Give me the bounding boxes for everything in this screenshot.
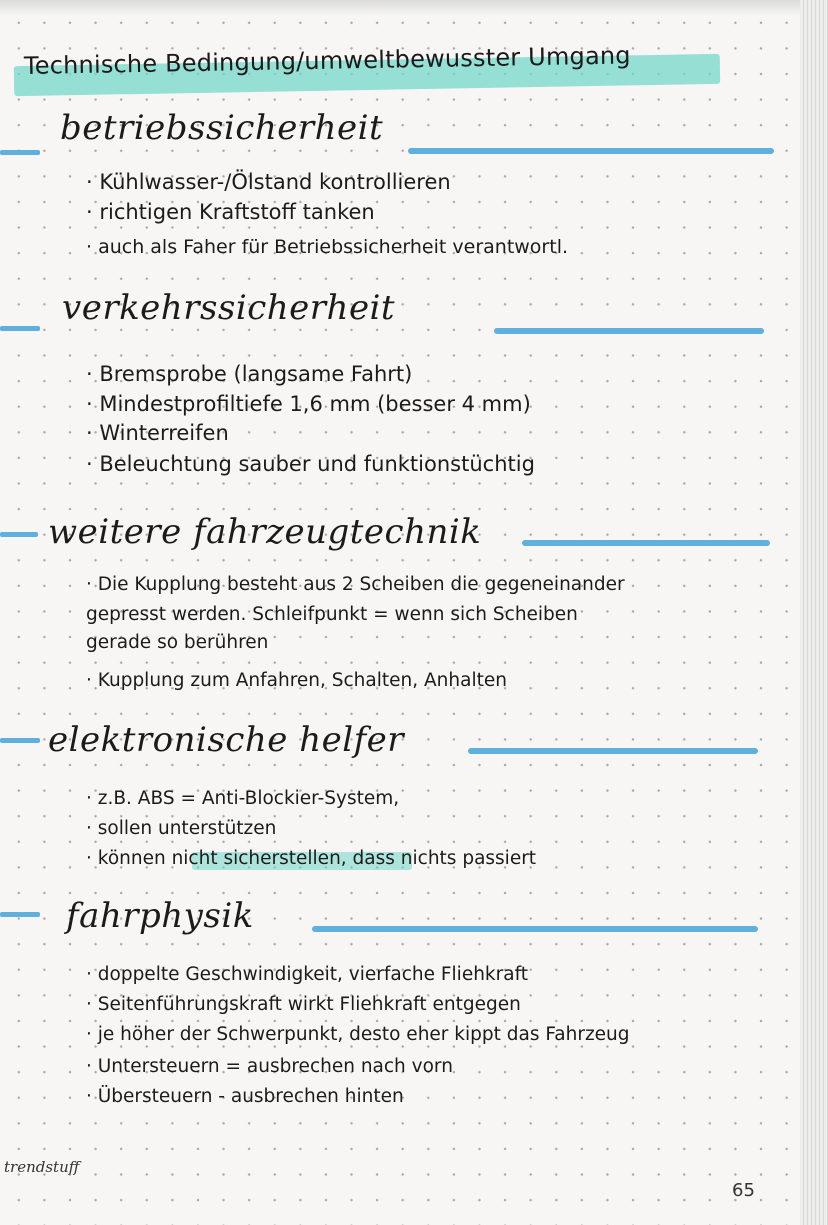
note-line: · doppelte Geschwindigkeit, vierfache Fliehkraft [86, 964, 529, 985]
page-stack-edge [800, 0, 828, 1225]
section-heading-elektronische-helfer: elektronische helfer [48, 720, 405, 760]
note-line: · Die Kupplung besteht aus 2 Scheiben die gegeneinander [86, 574, 625, 595]
page-title: Technische Bedingung/umweltbewusster Umgang [23, 41, 631, 80]
margin-mark [0, 150, 40, 155]
section-heading-weitere-fahrzeugtechnik: weitere fahrzeugtechnik [48, 512, 482, 552]
note-line: · Beleuchtung sauber und funktionstüchtig [86, 452, 535, 476]
section-heading-fahrphysik: fahrphysik [66, 896, 254, 936]
page-shadow [0, 0, 800, 16]
margin-mark [0, 912, 40, 917]
margin-mark [0, 326, 40, 331]
section-heading-betriebssicherheit: betriebssicherheit [60, 108, 384, 148]
note-line: · Seitenführungskraft wirkt Fliehkraft entgegen [86, 994, 521, 1015]
note-line: · Winterreifen [86, 421, 229, 445]
note-line: · richtigen Kraftstoff tanken [86, 200, 375, 224]
section-rule [522, 540, 770, 546]
margin-mark [0, 738, 40, 743]
brand-mark: trendstuff [4, 1158, 80, 1176]
note-line: gerade so berühren [86, 632, 269, 653]
note-line: gepresst werden. Schleifpunkt = wenn sich Scheiben [86, 604, 578, 625]
note-line: · Kupplung zum Anfahren, Schalten, Anhalten [86, 670, 507, 691]
section-rule [468, 748, 758, 754]
section-rule [312, 926, 758, 932]
note-line: · Bremsprobe (langsame Fahrt) [86, 362, 413, 386]
section-rule [494, 328, 764, 334]
note-line: · Übersteuern - ausbrechen hinten [86, 1086, 404, 1107]
note-line: · Kühlwasser-/Ölstand kontrollieren [86, 170, 451, 194]
section-heading-verkehrssicherheit: verkehrssicherheit [62, 288, 396, 328]
note-line: · je höher der Schwerpunkt, desto eher kippt das Fahrzeug [86, 1024, 630, 1045]
note-line: · Mindestprofiltiefe 1,6 mm (besser 4 mm) [86, 392, 531, 416]
section-rule [408, 148, 774, 154]
note-line: · Untersteuern = ausbrechen nach vorn [86, 1056, 453, 1077]
note-line: · sollen unterstützen [86, 818, 277, 839]
note-line: · z.B. ABS = Anti-Blockier-System, [86, 788, 400, 809]
note-line: · können nicht sicherstellen, dass nichts passiert [86, 848, 537, 869]
page-number: 65 [732, 1180, 755, 1201]
note-line: · auch als Faher für Betriebssicherheit verantwortl. [86, 236, 569, 258]
margin-mark [0, 532, 38, 537]
